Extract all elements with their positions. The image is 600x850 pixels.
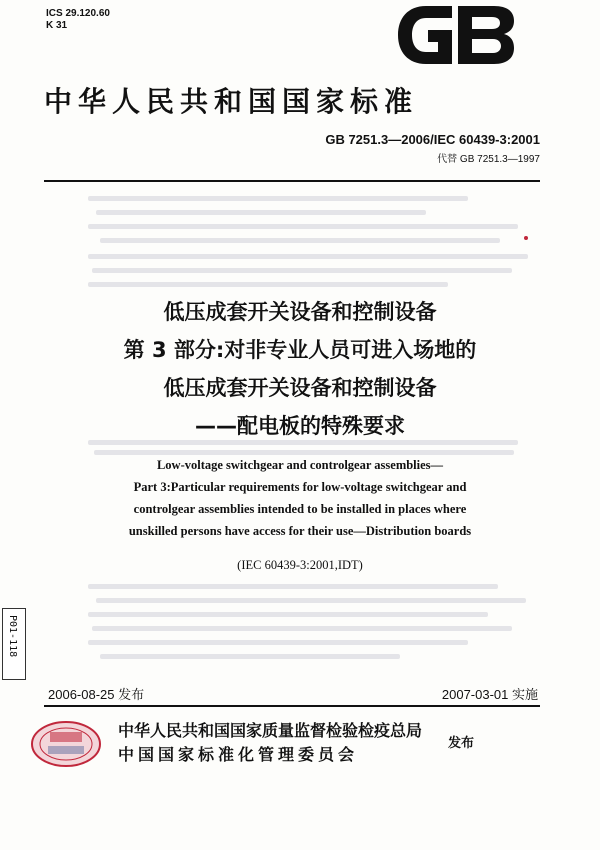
- issuing-org-sac: 中国国家标准化管理委员会: [118, 745, 359, 764]
- cn-title-line-1: 低压成套开关设备和控制设备: [163, 300, 437, 324]
- library-label-text: P01-118: [7, 615, 18, 658]
- library-label: [2, 608, 26, 680]
- top-divider: [44, 180, 540, 182]
- classification-codes: [46, 8, 110, 32]
- ccs-code: K 31: [46, 20, 68, 31]
- en-title-line-3: controlgear assemblies intended to be installed in places where: [133, 502, 467, 516]
- bottom-divider: [44, 705, 540, 707]
- standard-number: GB 7251.3—2006/IEC 60439-3:2001: [325, 132, 540, 147]
- issue-date: 2006-08-25 发布: [48, 687, 145, 702]
- national-standard-title: 中华人民共和国国家标准: [44, 85, 419, 118]
- cn-title-line-2: 第 3 部分:对非专业人员可进入场地的: [123, 338, 477, 362]
- publish-label: 发布: [448, 736, 475, 751]
- anti-counterfeit-stamp-icon: [28, 718, 104, 770]
- cn-title-line-4: ——配电板的特殊要求: [195, 414, 405, 438]
- iec-equivalence: (IEC 60439-3:2001,IDT): [237, 558, 363, 572]
- en-title-line-2: Part 3:Particular requirements for low-voltage switchgear and: [133, 480, 467, 494]
- en-title-line-1: Low-voltage switchgear and controlgear assemblies—: [156, 458, 444, 472]
- issuing-org-aqsiq: 中华人民共和国国家质量监督检验检疫总局: [118, 721, 423, 740]
- implementation-date: 2007-03-01 实施: [441, 687, 538, 702]
- gb-logo-icon: [396, 4, 516, 66]
- cn-title-line-3: 低压成套开关设备和控制设备: [163, 376, 437, 400]
- en-title-line-4: unskilled persons have access for their use—Distribution boards: [128, 524, 472, 538]
- replaces-standard: 代替 GB 7251.3—1997: [437, 154, 540, 165]
- ics-code: ICS 29.120.60: [46, 8, 110, 19]
- red-mark: [524, 236, 528, 240]
